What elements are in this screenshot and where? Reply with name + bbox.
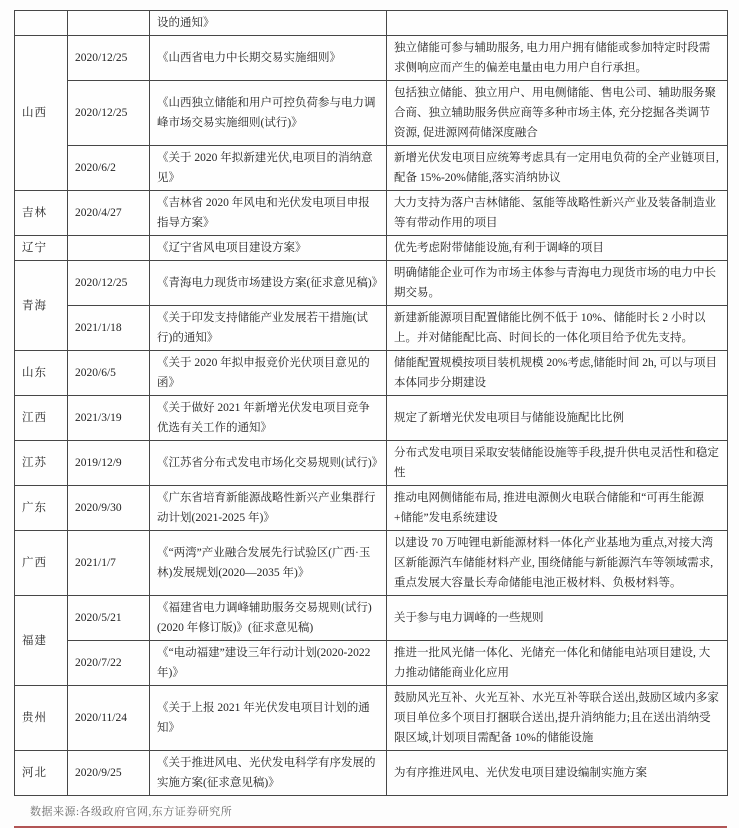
cell-province: 辽宁 — [15, 236, 68, 261]
table-row — [15, 596, 728, 641]
cell-province: 江苏 — [15, 441, 68, 486]
cell-document: 《关于做好 2021 年新增光伏发电项目竞争优选有关工作的通知》 — [150, 396, 387, 441]
cell-description: 新增光伏发电项目应统筹考虑具有一定用电负荷的全产业链项目, 配备 15%-20%储能,落实消纳协议 — [387, 146, 728, 191]
cell-date: 2020/4/27 — [68, 191, 150, 236]
cell-document: 《“两湾”产业融合发展先行试验区(广西·玉林)发展规划(2020—2035 年)》 — [150, 531, 387, 596]
table-row — [15, 191, 728, 236]
cell-date: 2020/6/5 — [68, 351, 150, 396]
cell-date: 2020/12/25 — [68, 261, 150, 306]
cell-date: 2021/1/7 — [68, 531, 150, 596]
cell-description: 推动电网侧储能布局, 推进电源侧火电联合储能和“可再生能源+储能”发电系统建设 — [387, 486, 728, 531]
cell-description: 新建新能源项目配置储能比例不低于 10%、储能时长 2 小时以上。并对储能配比高、时间长的一体化项目给予优先支持。 — [387, 306, 728, 351]
table-row — [15, 486, 728, 531]
cell-description: 明确储能企业可作为市场主体参与青海电力现货市场的电力中长期交易。 — [387, 261, 728, 306]
cell-province: 贵州 — [15, 686, 68, 751]
cell-document: 《福建省电力调峰辅助服务交易规则(试行)(2020 年修订版)》(征求意见稿) — [150, 596, 387, 641]
cell-document: 《关于上报 2021 年光伏发电项目计划的通知》 — [150, 686, 387, 751]
cell-document: 《山西省电力中长期交易实施细则》 — [150, 36, 387, 81]
table-row — [15, 11, 728, 36]
policy-table — [14, 10, 728, 796]
table-row — [15, 531, 728, 596]
table-row — [15, 306, 728, 351]
cell-date — [68, 11, 150, 36]
cell-province: 山东 — [15, 351, 68, 396]
cell-description: 鼓励风光互补、火光互补、水光互补等联合送出,鼓励区域内多家项目单位多个项目打捆联合送出,提升消纳能力;且在送出消纳受限区域,计划项目需配备 10%的储能设施 — [387, 686, 728, 751]
cell-description: 分布式发电项目采取安装储能设施等手段,提升供电灵活性和稳定性 — [387, 441, 728, 486]
cell-document: 《吉林省 2020 年风电和光伏发电项目申报指导方案》 — [150, 191, 387, 236]
report-page — [0, 10, 739, 818]
table-row — [15, 146, 728, 191]
cell-date: 2020/6/2 — [68, 146, 150, 191]
cell-document: 《“电动福建”建设三年行动计划(2020-2022 年)》 — [150, 641, 387, 686]
cell-date: 2020/9/30 — [68, 486, 150, 531]
table-row — [15, 81, 728, 146]
cell-document: 《山西独立储能和用户可控负荷参与电力调峰市场交易实施细则(试行)》 — [150, 81, 387, 146]
cell-description: 关于参与电力调峰的一些规则 — [387, 596, 728, 641]
cell-description: 独立储能可参与辅助服务, 电力用户拥有储能或参加特定时段需求侧响应而产生的偏差电量由电力用户自行承担。 — [387, 36, 728, 81]
cell-date: 2020/11/24 — [68, 686, 150, 751]
cell-document: 《关于 2020 年拟新建光伏,电项目的消纳意见》 — [150, 146, 387, 191]
table-row — [15, 751, 728, 796]
table-row — [15, 261, 728, 306]
cell-document: 《关于 2020 年拟申报竞价光伏项目意见的函》 — [150, 351, 387, 396]
cell-province: 广东 — [15, 486, 68, 531]
cell-date: 2021/3/19 — [68, 396, 150, 441]
cell-province: 河北 — [15, 751, 68, 796]
cell-date: 2020/5/21 — [68, 596, 150, 641]
data-source-note: 数据来源:各级政府官网,东方证券研究所 — [30, 806, 233, 818]
cell-province — [15, 11, 68, 36]
cell-document: 《广东省培育新能源战略性新兴产业集群行动计划(2021-2025 年)》 — [150, 486, 387, 531]
cell-description: 大力支持为落户吉林储能、氢能等战略性新兴产业及装备制造业等有带动作用的项目 — [387, 191, 728, 236]
cell-province: 青海 — [15, 261, 68, 351]
cell-description: 为有序推进风电、光伏发电项目建设编制实施方案 — [387, 751, 728, 796]
cell-description: 推进一批风光储一体化、光储充一体化和储能电站项目建设, 大力推动储能商业化应用 — [387, 641, 728, 686]
table-row — [15, 351, 728, 396]
cell-province: 山西 — [15, 36, 68, 191]
cell-description: 以建设 70 万吨锂电新能源材料一体化产业基地为重点,对接大湾区新能源汽车储能材料产业, 围绕储能与新能源汽车等领域需求,重点发展大容量长寿命储能电池正极材料、负极材料等。 — [387, 531, 728, 596]
table-row — [15, 441, 728, 486]
table-row — [15, 686, 728, 751]
cell-description: 规定了新增光伏发电项目与储能设施配比比例 — [387, 396, 728, 441]
cell-province: 江西 — [15, 396, 68, 441]
table-row — [15, 396, 728, 441]
cell-date: 2021/1/18 — [68, 306, 150, 351]
cell-description: 优先考虑附带储能设施,有利于调峰的项目 — [387, 236, 728, 261]
cell-province: 广西 — [15, 531, 68, 596]
policy-table-body — [15, 11, 728, 796]
cell-document: 《江苏省分布式发电市场化交易规则(试行)》 — [150, 441, 387, 486]
cell-description — [387, 11, 728, 36]
cell-date: 2020/7/22 — [68, 641, 150, 686]
cell-province: 福建 — [15, 596, 68, 686]
cell-date: 2020/12/25 — [68, 36, 150, 81]
table-row — [15, 641, 728, 686]
table-row — [15, 236, 728, 261]
cell-date: 2020/12/25 — [68, 81, 150, 146]
cell-date — [68, 236, 150, 261]
cell-document: 《关于印发支持储能产业发展若干措施(试行)的通知》 — [150, 306, 387, 351]
table-row — [15, 36, 728, 81]
cell-document: 设的通知》 — [150, 11, 387, 36]
cell-description: 包括独立储能、独立用户、用电侧储能、售电公司、辅助服务聚合商、独立辅助服务供应商等多种市场主体, 充分挖掘各类调节资源, 促进源网荷储深度融合 — [387, 81, 728, 146]
cell-description: 储能配置规模按项目装机规模 20%考虑,储能时间 2h, 可以与项目本体同步分期建设 — [387, 351, 728, 396]
cell-document: 《青海电力现货市场建设方案(征求意见稿)》 — [150, 261, 387, 306]
cell-document: 《关于推进风电、光伏发电科学有序发展的实施方案(征求意见稿)》 — [150, 751, 387, 796]
cell-date: 2019/12/9 — [68, 441, 150, 486]
cell-document: 《辽宁省风电项目建设方案》 — [150, 236, 387, 261]
cell-province: 吉林 — [15, 191, 68, 236]
cell-date: 2020/9/25 — [68, 751, 150, 796]
